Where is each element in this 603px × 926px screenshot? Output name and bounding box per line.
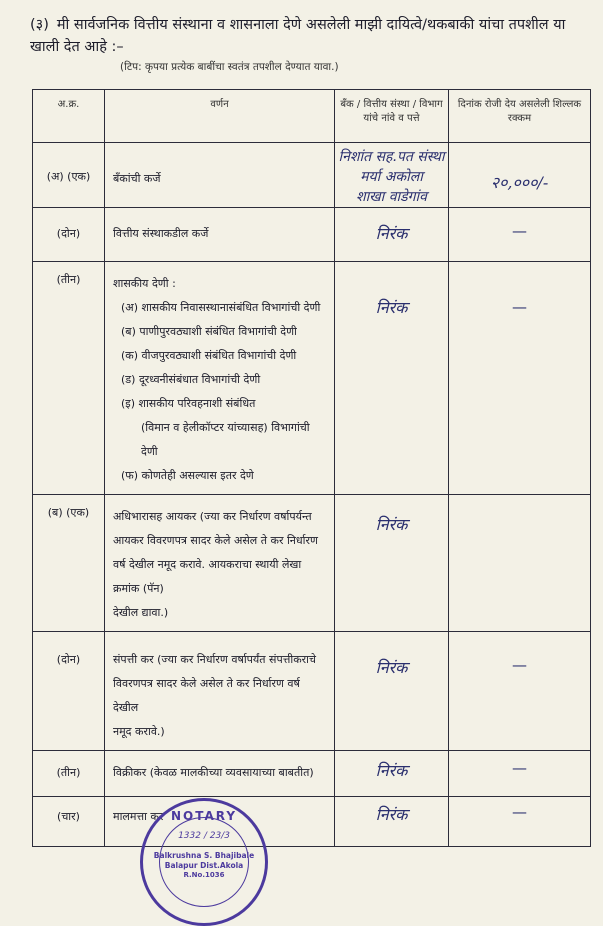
section-number: (३): [30, 17, 49, 33]
sub-item: (क) वीजपुरवठ्याशी संबंधित विभागांची देणी: [121, 349, 297, 362]
row-serial: (चार): [33, 797, 105, 847]
row-serial: (दोन): [33, 208, 105, 262]
stamp-notary-name: Balkrushna S. Bhajibale: [153, 851, 255, 860]
table-row: [33, 751, 591, 797]
table-header-row: [33, 90, 591, 143]
amount-cell: [449, 495, 591, 632]
section-heading: [30, 14, 590, 58]
row-serial: (दोन): [33, 632, 105, 751]
row-serial: (तीन): [33, 262, 105, 495]
header-bank: बँक / वित्तीय संस्था / विभाग यांचे नांवे व पत्ते: [335, 90, 449, 143]
description-line: संपत्ती कर (ज्या कर निर्धारण वर्षापर्यंत संपत्तीकराचे: [113, 653, 316, 666]
handwritten-nil: निरंक: [335, 797, 449, 847]
stamp-title: NOTARY: [170, 809, 238, 823]
sub-item: (फ) कोणतेही असल्यास इतर देणे: [121, 469, 254, 482]
row-description-title: शासकीय देणी :: [113, 277, 176, 290]
section-heading-text: मी सार्वजनिक वित्तीय संस्थाना व शासनाला देणे असलेली माझी दायित्वे/थकबाकी यांचा तपशील या खाली देत आहे :–: [30, 17, 566, 55]
bank-branch-line: शाखा वाडेगांव: [356, 189, 427, 205]
table-row: [33, 797, 591, 847]
row-description: मालमत्ता कर: [105, 797, 335, 847]
row-serial: (ब) (एक): [33, 495, 105, 632]
stamp-registration: 1332 / 23/3: [178, 831, 230, 841]
description-line: अधिभारासह आयकर (ज्या कर निर्धारण वर्षापर्यन्त: [113, 510, 312, 523]
description-line: देखील द्यावा.): [113, 606, 169, 619]
description-line: वर्ष देखील नमूद करावे. आयकराचा स्थायी लेखा: [113, 558, 302, 571]
sub-item: (अ) शासकीय निवासस्थानासंबंधित विभागांची देणी: [121, 301, 321, 314]
stamp-place: Balapur Dist.Akola: [164, 861, 244, 870]
sub-item: (ब) पाणीपुरवठ्याशी संबंधित विभागांची देणी: [121, 325, 297, 338]
liabilities-table: [32, 89, 591, 847]
handwritten-dash: —: [449, 751, 591, 797]
row-description: विक्रीकर (केवळ मालकीच्या व्यवसायाच्या बाबतीत): [105, 751, 335, 797]
row-description: [105, 262, 335, 495]
handwritten-nil: निरंक: [335, 208, 449, 262]
table-row: [33, 208, 591, 262]
handwritten-nil: निरंक: [335, 751, 449, 797]
table-row: [33, 143, 591, 208]
sub-item: (इ) शासकीय परिवहनाशी संबंधित: [121, 397, 256, 410]
description-line: क्रमांक (पॅन): [113, 582, 164, 595]
instruction-note: (टिप: कृपया प्रत्येक बाबींचा स्वतंत्र तपशील देण्यात यावा.): [120, 61, 339, 73]
handwritten-nil: निरंक: [335, 632, 449, 751]
row-serial: (तीन): [33, 751, 105, 797]
table-row: [33, 632, 591, 751]
handwritten-dash: —: [449, 262, 591, 495]
stamp-reg-number: R.No.1036: [183, 871, 225, 879]
handwritten-bank-name: [335, 143, 449, 208]
bank-name-line: निशांत सह.पत संस्था मर्या अकोला: [338, 149, 445, 185]
sub-item-continued: (विमान व हेलीकॉप्टर यांच्यासह) विभागांची देणी: [141, 421, 310, 458]
handwritten-dash: —: [449, 797, 591, 847]
table-row: [33, 495, 591, 632]
row-serial: (अ) (एक): [33, 143, 105, 208]
row-description: वित्तीय संस्थाकडील कर्जे: [105, 208, 335, 262]
row-description: [105, 495, 335, 632]
row-description: बँकांची कर्जे: [105, 143, 335, 208]
sub-item: (ड) दूरध्वनीसंबंधात विभागांची देणी: [121, 373, 261, 386]
description-line: नमूद करावे.): [113, 725, 165, 738]
header-description: वर्णन: [105, 90, 335, 143]
handwritten-nil: निरंक: [335, 495, 449, 632]
description-line: विवरणपत्र सादर केले असेल ते कर निर्धारण वर्ष देखील: [113, 677, 300, 714]
handwritten-nil: निरंक: [335, 262, 449, 495]
notary-stamp: [140, 798, 268, 926]
row-description: [105, 632, 335, 751]
handwritten-amount: २०,०००/-: [449, 143, 591, 208]
table-row: [33, 262, 591, 495]
handwritten-dash: —: [449, 632, 591, 751]
header-amount: दिनांक रोजी देय असलेली शिल्लक रक्कम: [449, 90, 591, 143]
description-line: आयकर विवरणपत्र सादर केले असेल ते कर निर्धारण: [113, 534, 318, 547]
header-serial: अ.क्र.: [33, 90, 105, 143]
handwritten-dash: —: [449, 208, 591, 262]
